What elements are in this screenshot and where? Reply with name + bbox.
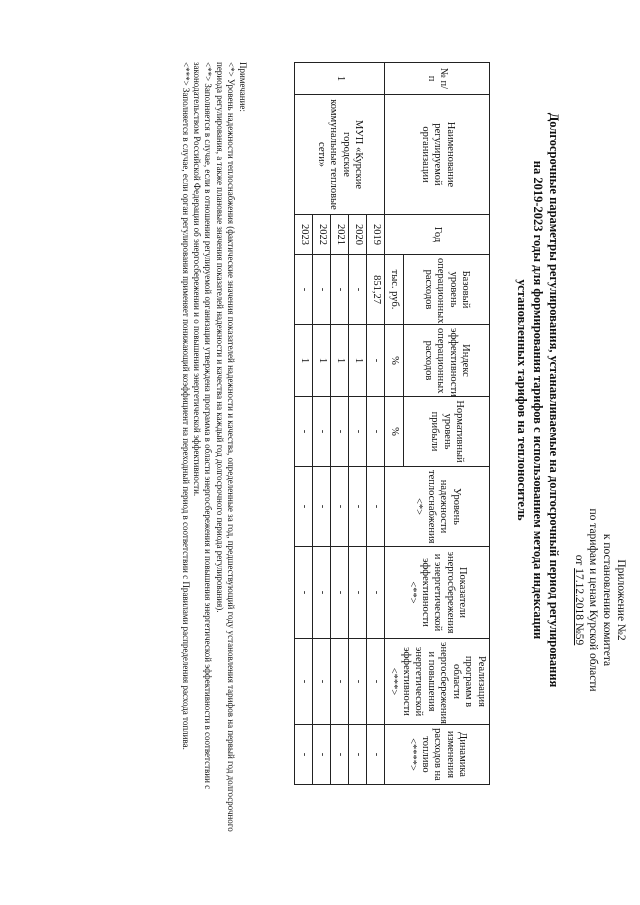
header-profit-level: Нормативный уровень прибыли [403,397,489,467]
header-program: Реализация программ в области энергосбережения и повышения энергетической эффективности <***> [385,639,490,725]
appendix-number: Приложение №2 [615,559,627,641]
cell-base-costs: - [349,255,367,325]
cell-program: - [295,639,313,725]
cell-profit-level: - [349,397,367,467]
cell-fuel-dynamics: - [313,725,331,785]
document-title [514,60,562,740]
title-line-2: на 2019-2023 годы для формирования тарифов с использованием метода индексации [531,160,545,640]
header-year: Год [385,215,490,255]
cell-year: 2021 [331,215,349,255]
header-energy-saving: Показатели энергосбережения и энергетической эффективности <**> [385,547,490,639]
header-row [403,63,489,785]
appendix-committee: по тарифам и ценам Курской области [587,508,599,692]
cell-profit-level: - [367,397,385,467]
cell-energy-saving: - [349,547,367,639]
cell-year: 2020 [349,215,367,255]
cell-base-costs: 851,27 [367,255,385,325]
approval-stamp [572,435,628,765]
cell-energy-saving: - [331,547,349,639]
cell-profit-level: - [295,397,313,467]
cell-year: 2023 [295,215,313,255]
appendix-reference: к постановлению комитета [601,533,613,667]
header-base-costs: Базовый уровень операционных расходов [403,255,489,325]
organization-number: 1 [295,63,385,95]
cell-year: 2019 [367,215,385,255]
cell-reliability: - [295,467,313,547]
unit-base-costs: тыс. руб. [385,255,404,325]
cell-year: 2022 [313,215,331,255]
date-prefix: от [573,554,585,566]
cell-efficiency-index: 1 [313,325,331,397]
parameters-table [294,62,490,785]
unit-profit-level: % [385,397,404,467]
cell-reliability: - [349,467,367,547]
cell-efficiency-index: 1 [331,325,349,397]
cell-energy-saving: - [313,547,331,639]
cell-program: - [349,639,367,725]
unit-efficiency-index: % [385,325,404,397]
footnote-fuel-coefficient: <***> Заполняется в случае, если орган регулирования применяет понижающий коэффициент на переходный период в соответствии с Правилами распределения расхода топлива. [180,62,191,750]
cell-program: - [313,639,331,725]
cell-fuel-dynamics: - [367,725,385,785]
cell-profit-level: - [331,397,349,467]
cell-efficiency-index: - [367,325,385,397]
organization-name: МУП «Курские городские коммунальные тепловые сети» [295,95,385,215]
appendix-date-line [572,435,586,765]
footnotes [180,62,248,832]
cell-fuel-dynamics: - [331,725,349,785]
cell-efficiency-index: 1 [349,325,367,397]
title-line-3: установленных тарифов на теплоноситель [515,279,529,521]
cell-base-costs: - [331,255,349,325]
footnote-energy-program: <**> Заполняется в случае, если в отношении регулируемой организации утверждена программа в области энергосбережения и повышения энергетической эффективности в соответствии с законодательством Российской Федерации об энергосбережении и о повышении энергетической эффективности. [192,62,214,790]
header-reliability: Уровень надежности теплоснабжения <*> [385,467,490,547]
header-number: № п/п [385,63,490,95]
cell-fuel-dynamics: - [295,725,313,785]
title-line-1: Долгосрочные параметры регулирования, устанавливаемые на долгосрочный период регулирования [547,112,561,688]
cell-reliability: - [367,467,385,547]
header-fuel-dynamics: Динамика изменения расходов на топливо <****> [385,725,490,785]
cell-energy-saving: - [295,547,313,639]
header-efficiency-index: Индекс эффективности операционных расходов [403,325,489,397]
cell-profit-level: - [313,397,331,467]
cell-reliability: - [313,467,331,547]
cell-efficiency-index: 1 [295,325,313,397]
cell-reliability: - [331,467,349,547]
cell-energy-saving: - [367,547,385,639]
header-organization: Наименование регулируемой организации [385,95,490,215]
cell-base-costs: - [313,255,331,325]
cell-fuel-dynamics: - [349,725,367,785]
table-row [367,63,385,785]
cell-base-costs: - [295,255,313,325]
cell-program: - [331,639,349,725]
footnote-reliability: <*> Уровень надежности теплоснабжения (фактические значения показателей надежности и качества, определенные за год, предшествующий году установления тарифов на первый год долгосрочного периода регулирования, а также плановые значения показателей надежности и качества на каждый год долгосрочного периода регулирования). [214,62,236,832]
decree-date: 17.12.2018 №59 [573,568,585,646]
footnotes-heading: Примечание: [238,62,248,112]
cell-program: - [367,639,385,725]
